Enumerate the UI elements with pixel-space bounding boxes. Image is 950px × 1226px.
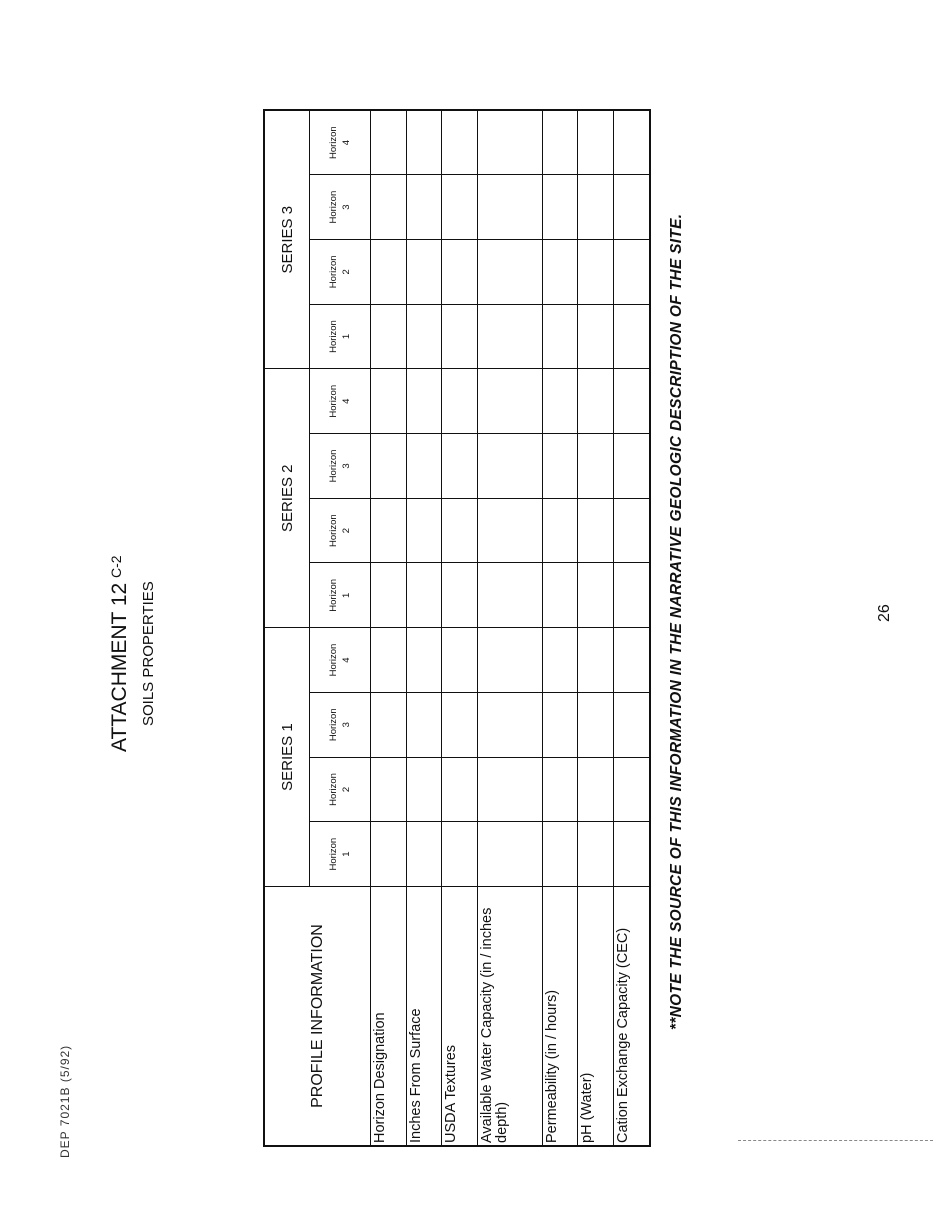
entry-cell[interactable] (442, 757, 478, 822)
horizon-number: 4 (341, 398, 352, 404)
horizon-label: Horizon (327, 643, 339, 677)
entry-cell[interactable] (613, 239, 650, 304)
entry-cell[interactable] (406, 563, 442, 628)
entry-cell[interactable] (442, 692, 478, 757)
entry-cell[interactable] (613, 304, 650, 369)
horizon-label: Horizon (327, 190, 339, 224)
row-label: Permeability (in / hours) (542, 887, 578, 1147)
entry-cell[interactable] (371, 110, 407, 175)
source-note: **NOTE THE SOURCE OF THIS INFORMATION IN THE NARRATIVE GEOLOGIC DESCRIPTION OF THE SITE. (668, 213, 685, 1030)
table-row (442, 110, 478, 1146)
attachment-code: C-2 (108, 555, 124, 578)
horizon-header (310, 434, 371, 499)
entry-cell[interactable] (406, 304, 442, 369)
entry-cell[interactable] (442, 628, 478, 693)
table-row (613, 110, 650, 1146)
entry-cell[interactable] (477, 563, 542, 628)
entry-cell[interactable] (613, 175, 650, 240)
entry-cell[interactable] (477, 110, 542, 175)
entry-cell[interactable] (542, 110, 578, 175)
horizon-header (310, 369, 371, 434)
entry-cell[interactable] (578, 563, 614, 628)
entry-cell[interactable] (371, 175, 407, 240)
row-label: Horizon Designation (371, 887, 407, 1147)
entry-cell[interactable] (578, 434, 614, 499)
entry-cell[interactable] (442, 369, 478, 434)
entry-cell[interactable] (613, 757, 650, 822)
margin-scribble (738, 1140, 933, 1141)
horizon-header (310, 822, 371, 887)
profile-information-header: PROFILE INFORMATION (264, 887, 371, 1147)
entry-cell[interactable] (542, 757, 578, 822)
horizon-header (310, 757, 371, 822)
entry-cell[interactable] (371, 369, 407, 434)
entry-cell[interactable] (477, 239, 542, 304)
entry-cell[interactable] (406, 110, 442, 175)
horizon-number: 1 (341, 592, 352, 598)
entry-cell[interactable] (442, 110, 478, 175)
horizon-label: Horizon (327, 514, 339, 548)
entry-cell[interactable] (578, 175, 614, 240)
page-number: 26 (876, 604, 893, 622)
horizon-header (310, 498, 371, 563)
table-row (477, 110, 542, 1146)
entry-cell[interactable] (542, 628, 578, 693)
horizon-number: 1 (341, 333, 352, 340)
entry-cell[interactable] (542, 822, 578, 887)
entry-cell[interactable] (578, 692, 614, 757)
horizon-number: 2 (341, 527, 352, 534)
entry-cell[interactable] (578, 239, 614, 304)
page-subtitle: SOILS PROPERTIES (140, 581, 157, 726)
entry-cell[interactable] (578, 110, 614, 175)
entry-cell[interactable] (542, 434, 578, 499)
horizon-label: Horizon (327, 255, 339, 289)
entry-cell[interactable] (477, 628, 542, 693)
entry-cell[interactable] (578, 369, 614, 434)
table-row (578, 110, 614, 1146)
row-label: pH (Water) (578, 887, 614, 1147)
horizon-number: 3 (341, 463, 352, 469)
entry-cell[interactable] (406, 692, 442, 757)
horizon-number: 2 (341, 786, 352, 793)
entry-cell[interactable] (406, 239, 442, 304)
horizon-number: 4 (341, 657, 352, 663)
entry-cell[interactable] (371, 434, 407, 499)
horizon-header (310, 628, 371, 693)
row-label: USDA Textures (442, 887, 478, 1147)
horizon-label: Horizon (327, 773, 339, 806)
horizon-number: 3 (341, 722, 352, 728)
entry-cell[interactable] (578, 822, 614, 887)
horizon-label: Horizon (327, 384, 339, 418)
entry-cell[interactable] (542, 498, 578, 563)
entry-cell[interactable] (442, 434, 478, 499)
entry-cell[interactable] (406, 498, 442, 563)
entry-cell[interactable] (578, 498, 614, 563)
horizon-number: 1 (341, 851, 352, 857)
entry-cell[interactable] (406, 757, 442, 822)
table-row (542, 110, 578, 1146)
horizon-header (310, 304, 371, 369)
entry-cell[interactable] (371, 239, 407, 304)
entry-cell[interactable] (578, 628, 614, 693)
table-row (371, 110, 407, 1146)
row-label: Available Water Capacity (in / inches depth) (477, 887, 542, 1147)
entry-cell[interactable] (442, 822, 478, 887)
entry-cell[interactable] (477, 304, 542, 369)
entry-cell[interactable] (613, 628, 650, 693)
horizon-label: Horizon (327, 320, 339, 353)
entry-cell[interactable] (371, 822, 407, 887)
horizon-number: 2 (341, 269, 352, 275)
entry-cell[interactable] (613, 563, 650, 628)
entry-cell[interactable] (542, 239, 578, 304)
entry-cell[interactable] (613, 434, 650, 499)
entry-cell[interactable] (406, 369, 442, 434)
entry-cell[interactable] (542, 692, 578, 757)
entry-cell[interactable] (371, 304, 407, 369)
entry-cell[interactable] (371, 628, 407, 693)
horizon-number: 3 (341, 204, 352, 210)
entry-cell[interactable] (613, 110, 650, 175)
entry-cell[interactable] (613, 822, 650, 887)
soils-properties-table (263, 109, 651, 1147)
horizon-number: 4 (341, 139, 352, 146)
series-3-header: SERIES 3 (264, 110, 310, 369)
entry-cell[interactable] (542, 304, 578, 369)
entry-cell[interactable] (613, 692, 650, 757)
entry-cell[interactable] (542, 369, 578, 434)
entry-cell[interactable] (578, 304, 614, 369)
entry-cell[interactable] (406, 175, 442, 240)
entry-cell[interactable] (442, 563, 478, 628)
horizon-label: Horizon (327, 708, 339, 742)
entry-cell[interactable] (406, 628, 442, 693)
horizon-label: Horizon (327, 837, 339, 871)
entry-cell[interactable] (442, 304, 478, 369)
entry-cell[interactable] (477, 369, 542, 434)
entry-cell[interactable] (613, 369, 650, 434)
horizon-label: Horizon (327, 126, 339, 160)
entry-cell[interactable] (477, 757, 542, 822)
entry-cell[interactable] (371, 563, 407, 628)
series-2-header: SERIES 2 (264, 369, 310, 628)
horizon-label: Horizon (327, 449, 339, 483)
entry-cell[interactable] (613, 498, 650, 563)
soils-table-container (263, 109, 651, 1147)
entry-cell[interactable] (371, 692, 407, 757)
entry-cell[interactable] (477, 692, 542, 757)
entry-cell[interactable] (477, 434, 542, 499)
entry-cell[interactable] (442, 498, 478, 563)
entry-cell[interactable] (542, 175, 578, 240)
entry-cell[interactable] (406, 822, 442, 887)
entry-cell[interactable] (442, 239, 478, 304)
entry-cell[interactable] (477, 175, 542, 240)
entry-cell[interactable] (477, 498, 542, 563)
horizon-header (310, 175, 371, 240)
entry-cell[interactable] (442, 175, 478, 240)
form-code: DEP 7021B (5/92) (58, 1044, 72, 1158)
horizon-header (310, 692, 371, 757)
page-title: ATTACHMENT 12 (108, 582, 131, 752)
series-1-header: SERIES 1 (264, 628, 310, 887)
table-row (406, 110, 442, 1146)
horizon-header (310, 563, 371, 628)
row-label: Inches From Surface (406, 887, 442, 1147)
entry-cell[interactable] (477, 822, 542, 887)
row-label: Cation Exchange Capacity (CEC) (613, 887, 650, 1147)
entry-cell[interactable] (542, 563, 578, 628)
entry-cell[interactable] (578, 757, 614, 822)
entry-cell[interactable] (371, 498, 407, 563)
horizon-header (310, 110, 371, 175)
entry-cell[interactable] (371, 757, 407, 822)
horizon-header (310, 239, 371, 304)
entry-cell[interactable] (406, 434, 442, 499)
horizon-label: Horizon (327, 578, 339, 612)
